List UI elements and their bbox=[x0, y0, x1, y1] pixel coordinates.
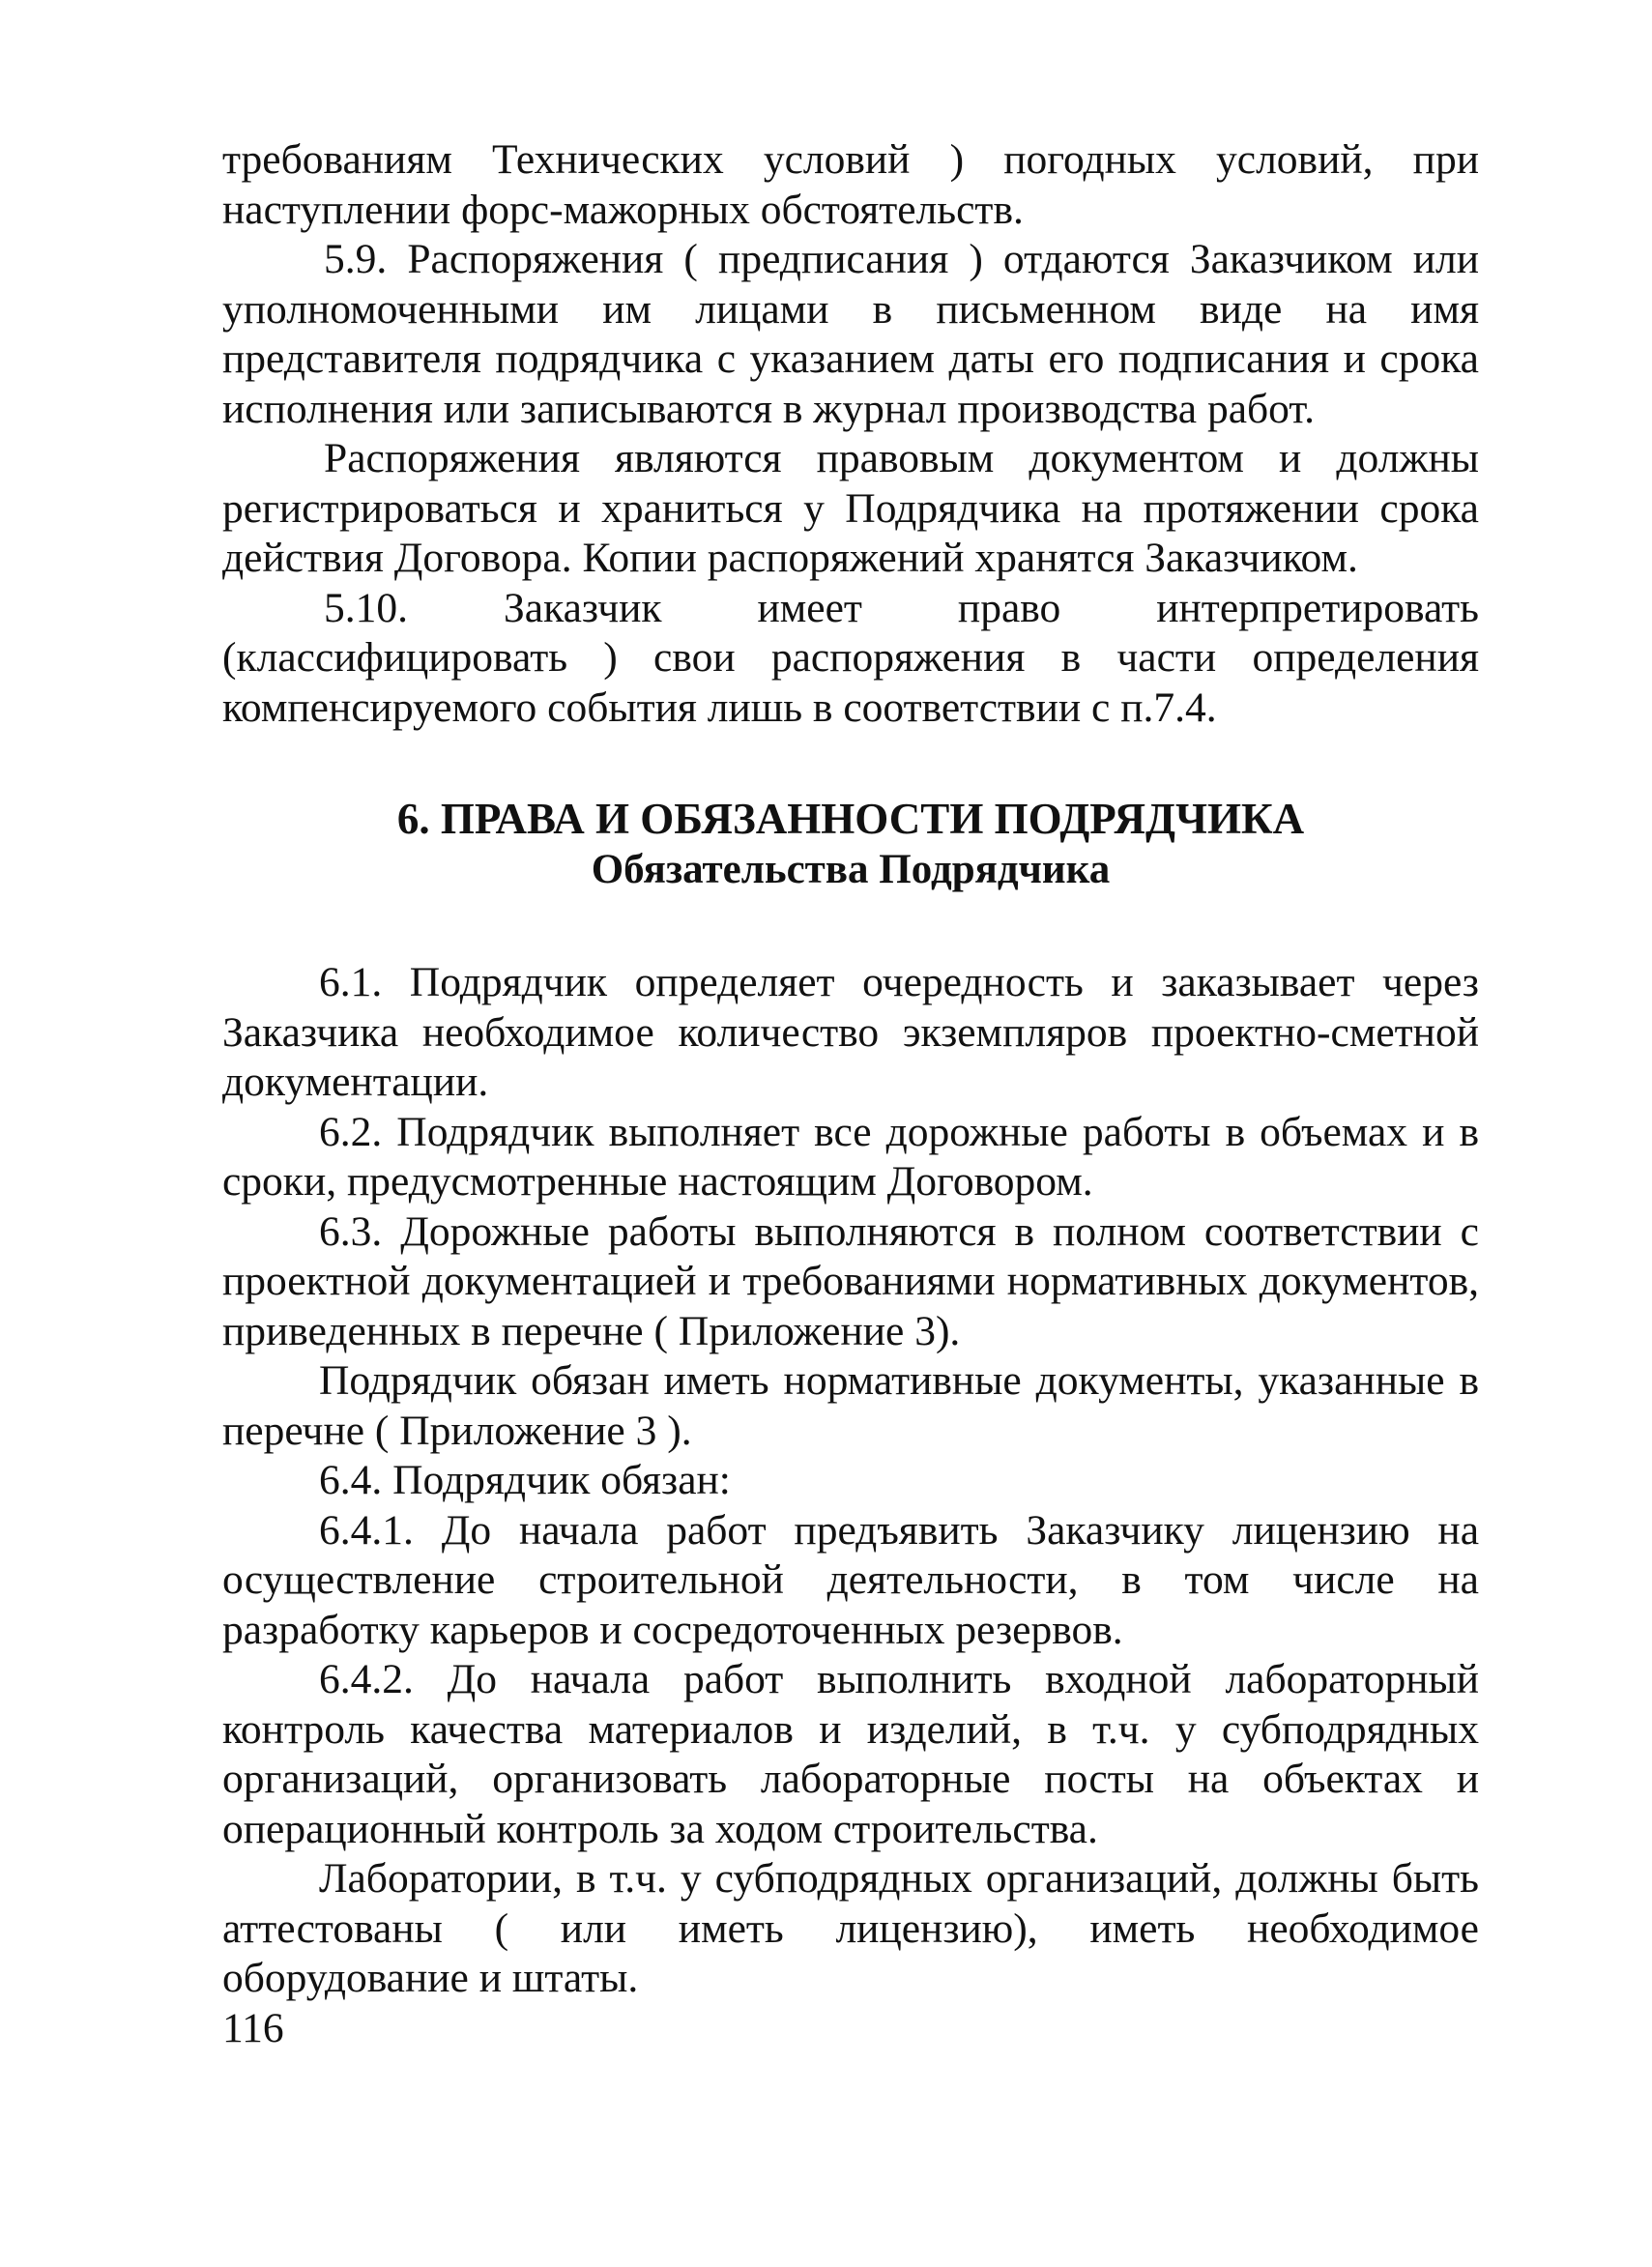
paragraph-5-10: 5.10. Заказчик имеет право интерпретировать (классифицировать ) свои распоряжения в части определения компенсируемого события лишь в соответствии с п.7.4. bbox=[222, 584, 1479, 731]
section-subtitle: Обязательства Подрядчика bbox=[591, 846, 1111, 892]
paragraph-6-3: 6.3. Дорожные работы выполняются в полном соответствии с проектной документацией и требованиями нормативных документов, приведенных в перечне ( Приложение 3). bbox=[222, 1207, 1479, 1354]
paragraph-orders-legal: Распоряжения являются правовым документом и должны регистрироваться и храниться у Подрядчика на протяжении срока действия Договора. Копии распоряжений хранятся Заказчиком. bbox=[222, 435, 1479, 581]
section-title: 6. ПРАВА И ОБЯЗАННОСТИ ПОДРЯДЧИКА bbox=[396, 795, 1305, 843]
paragraph-5-9: 5.9. Распоряжения ( предписания ) отдаются Заказчиком или уполномоченными им лицами в письменном виде на имя представителя подрядчика с указанием даты его подписания и срока исполнения или записываются в журнал производства работ. bbox=[222, 236, 1479, 432]
paragraph-normative-docs: Подрядчик обязан иметь нормативные документы, указанные в перечне ( Приложение 3 ). bbox=[222, 1357, 1479, 1454]
paragraph-6-1: 6.1. Подрядчик определяет очередность и заказывает через Заказчика необходимое количество экземпляров проектно-сметной документации. bbox=[222, 959, 1479, 1105]
page-number: 116 bbox=[222, 2004, 284, 2051]
document-page bbox=[222, 135, 1479, 2053]
paragraph-intro-tail: требованиям Технических условий ) погодных условий, при наступлении форс-мажорных обстоятельств. bbox=[222, 136, 1479, 233]
paragraph-6-4-1: 6.4.1. До начала работ предъявить Заказчику лицензию на осуществление строительной деятельности, в том числе на разработку карьеров и сосредоточенных резервов. bbox=[222, 1506, 1479, 1653]
paragraph-6-2: 6.2. Подрядчик выполняет все дорожные работы в объемах и в сроки, предусмотренные настоящим Договором. bbox=[222, 1108, 1479, 1205]
section-spacer bbox=[222, 894, 1479, 958]
paragraph-6-4-2: 6.4.2. До начала работ выполнить входной лабораторный контроль качества материалов и изделий, в т.ч. у субподрядных организаций, организовать лабораторные посты на объектах и операционный контроль за ходом строительства. bbox=[222, 1656, 1479, 1852]
paragraph-laboratories: Лаборатории, в т.ч. у субподрядных организаций, должны быть аттестованы ( или иметь лицензию), иметь необходимое оборудование и штаты. bbox=[222, 1855, 1479, 2001]
paragraph-6-4: 6.4. Подрядчик обязан: bbox=[319, 1457, 731, 1503]
